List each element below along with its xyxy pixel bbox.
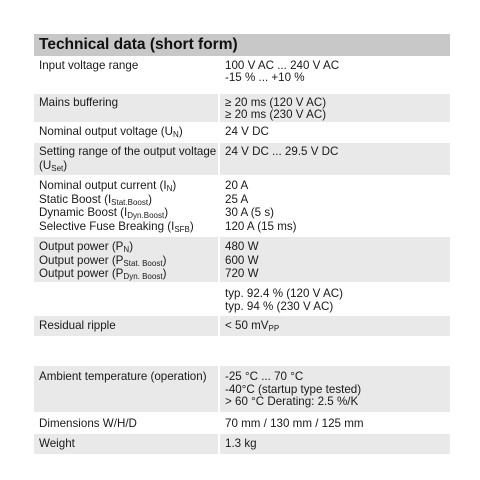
value-line: > 60 °C Derating: 2.5 %/K: [225, 395, 359, 409]
table-row-residual-ripple: [34, 316, 450, 337]
value-line: 600 W: [225, 253, 259, 267]
row-label: [34, 176, 220, 236]
row-value: [220, 434, 450, 454]
table-row-ambient-temperature: [34, 366, 450, 413]
label-subscript: Dyn. Boost: [123, 272, 163, 282]
row-label: [34, 434, 220, 454]
label-suffix: ): [162, 267, 167, 281]
label-text: Selective Fuse Breaking (I: [39, 219, 175, 233]
label-suffix: ): [172, 179, 177, 192]
value-line: ≥ 20 ms (230 V AC): [225, 107, 327, 121]
value-line: ≥ 20 ms (120 V AC): [225, 96, 327, 109]
row-label: [34, 57, 220, 93]
label-subscript: SFB: [174, 224, 190, 234]
value-line: 1.3 kg: [225, 437, 257, 450]
table-title: Technical data (short form): [34, 34, 450, 57]
label-text: Static Boost (I: [39, 192, 112, 206]
table-row-input-voltage: [34, 57, 450, 94]
label-line: Ambient temperature (operation): [39, 370, 207, 383]
row-label: [34, 283, 220, 315]
label-line: Mains buffering: [39, 96, 119, 109]
label-suffix: ): [178, 125, 183, 138]
row-label: [34, 413, 220, 433]
value-line: 20 A: [225, 179, 249, 192]
row-value: [220, 176, 450, 236]
label-line: [39, 255, 218, 267]
label-suffix: ): [63, 158, 68, 172]
label-line: [39, 207, 218, 219]
label-line: Weight: [39, 437, 75, 450]
label-line: Input voltage range: [39, 59, 139, 72]
row-label: [34, 316, 220, 336]
row-label: [34, 337, 220, 365]
value-line: [225, 320, 450, 332]
label-subscript: Stat.Boost: [111, 197, 149, 207]
table-row-nominal-output-voltage: [34, 123, 450, 143]
row-label: [34, 123, 220, 142]
value-line: 25 A: [225, 192, 249, 206]
label-subscript: Dyn.Boost: [127, 211, 165, 221]
label-line: [39, 241, 218, 253]
label-line: [39, 126, 218, 138]
label-text: Output power (P: [39, 253, 124, 267]
table-row-output-current: [34, 176, 450, 237]
row-label: [34, 143, 220, 175]
label-line: [39, 160, 218, 172]
value-line: 24 V DC: [225, 125, 269, 138]
value-line: 30 A (5 s): [225, 206, 274, 220]
row-value: [220, 143, 450, 175]
table-row-setting-range: [34, 143, 450, 176]
table-row-efficiency: [34, 283, 450, 316]
label-text: Nominal output current (I: [39, 179, 167, 192]
label-text: Dynamic Boost (I: [39, 206, 128, 220]
value-line: 24 V DC ... 29.5 V DC: [225, 145, 339, 158]
label-suffix: ): [148, 192, 152, 206]
label-line: [39, 180, 218, 192]
value-subscript: PP: [268, 324, 280, 333]
value-line: typ. 94 % (230 V AC): [225, 299, 334, 313]
row-value: [220, 123, 450, 142]
value-line: 100 V AC ... 240 V AC: [225, 59, 340, 72]
row-label: [34, 366, 220, 412]
table-row-mains-buffering: [34, 94, 450, 123]
label-subscript: Stat. Boost: [123, 258, 163, 268]
table-row-output-power: [34, 237, 450, 283]
label-line: Dimensions W/H/D: [39, 417, 137, 430]
value-line: 720 W: [225, 267, 259, 281]
technical-data-table: [34, 34, 450, 455]
label-line: Setting range of the output voltage: [39, 145, 217, 158]
row-value: [220, 94, 450, 122]
value-line: 70 mm / 130 mm / 125 mm: [225, 417, 364, 430]
table-row-empty: [34, 337, 450, 366]
table-row-dimensions: [34, 413, 450, 434]
label-line: [39, 268, 218, 280]
label-line: [39, 221, 218, 233]
row-label: [34, 237, 220, 282]
row-value: [220, 57, 450, 93]
label-subscript: N: [123, 245, 130, 254]
label-suffix: ): [129, 240, 134, 253]
table-row-weight: [34, 434, 450, 455]
label-text: Nominal output voltage (U: [39, 125, 174, 138]
label-suffix: ): [164, 206, 169, 220]
value-line: typ. 92.4 % (120 V AC): [225, 287, 343, 300]
value-line: -25 °C ... 70 °C: [225, 370, 304, 383]
label-line: [39, 194, 218, 206]
label-subscript: N: [166, 184, 173, 193]
row-value: [220, 316, 450, 336]
row-value: [220, 283, 450, 315]
label-subscript: Set: [51, 163, 64, 173]
label-line: Residual ripple: [39, 319, 116, 332]
label-subscript: N: [173, 130, 179, 139]
label-suffix: ): [162, 253, 167, 267]
value-line: -40°C (startup type tested): [225, 382, 362, 396]
label-text: (U: [39, 158, 52, 172]
value-text: < 50 mV: [225, 319, 269, 332]
value-line: 120 A (15 ms): [225, 219, 297, 233]
label-text: Output power (P: [39, 240, 124, 253]
row-label: [34, 94, 220, 122]
value-line: 480 W: [225, 240, 259, 253]
label-text: Output power (P: [39, 267, 124, 281]
row-value: [220, 366, 450, 412]
value-line: -15 % ... +10 %: [225, 70, 305, 84]
row-value: [220, 337, 450, 365]
row-value: [220, 237, 450, 282]
row-value: [220, 413, 450, 433]
label-suffix: ): [189, 219, 194, 233]
